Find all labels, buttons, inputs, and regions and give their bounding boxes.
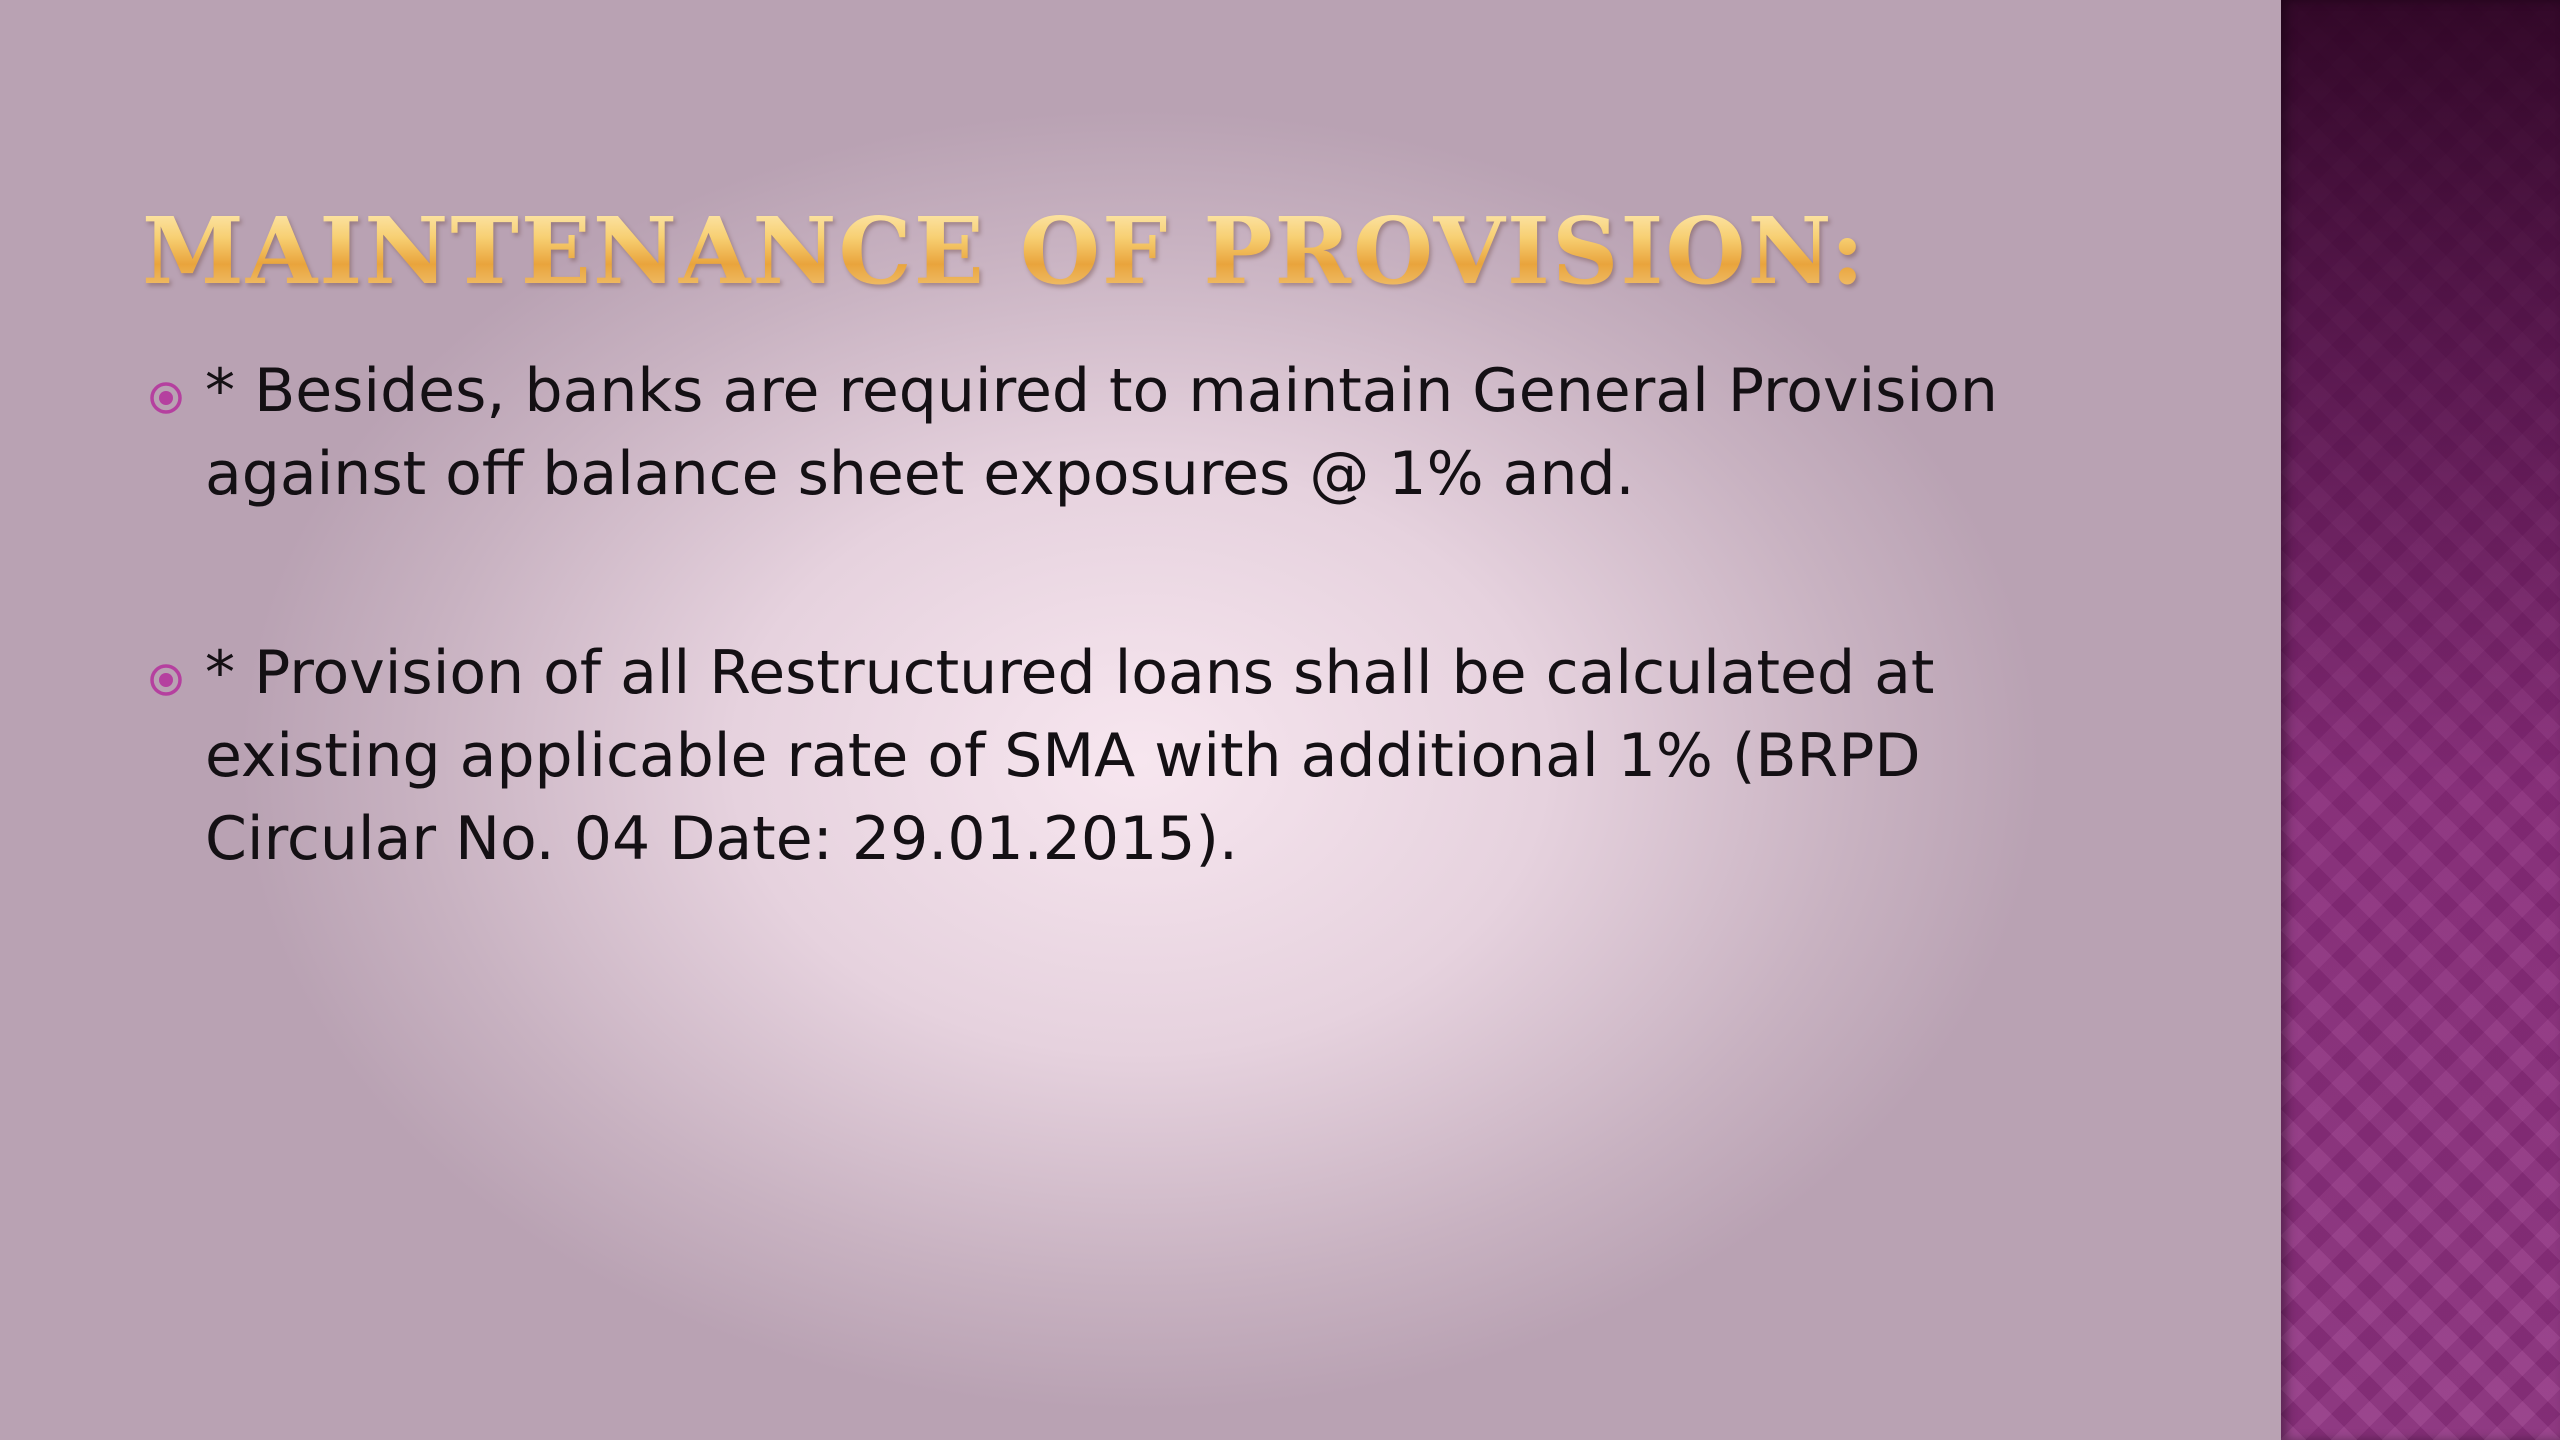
bullet-item [148, 350, 2148, 516]
bullet-text: * Besides, banks are required to maintain General Provision against off balance sheet exposures @ 1% and. [205, 356, 1998, 509]
bullet-text: * Provision of all Restructured loans shall be calculated at existing applicable rate of SMA with additional 1% (BRPD Circular No. 04 Date: 29.01.2015). [205, 638, 1935, 874]
bullet-list [148, 350, 2148, 997]
circle-dot-icon [148, 380, 184, 416]
decorative-side-panel [2281, 0, 2560, 1440]
slide-title: MAINTENANCE OF PROVISION: [142, 197, 1867, 305]
bullet-item [148, 632, 2148, 881]
circle-dot-icon [148, 662, 184, 698]
